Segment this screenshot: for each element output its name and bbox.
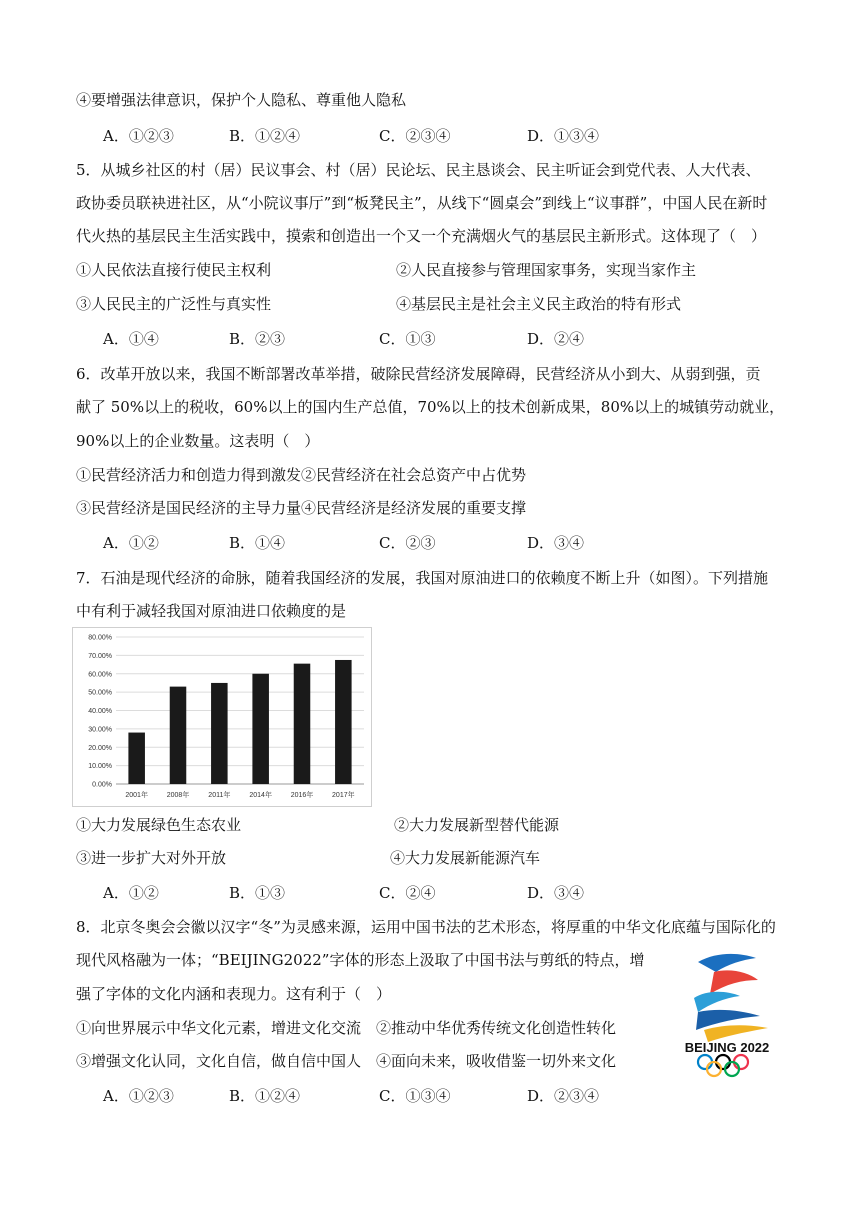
q7-option-d: D．③④ — [527, 884, 585, 902]
bar-2008年 — [170, 687, 187, 784]
q8-stem-line-3: 强了字体的文化内涵和表现力。这有利于（ ） — [76, 985, 392, 1003]
bar-2017年 — [335, 660, 352, 784]
x-tick-label: 2014年 — [249, 792, 272, 799]
bar-2014年 — [252, 674, 269, 784]
q5-option-a: A．①④ — [103, 330, 159, 348]
q5-statement-1: ①人民依法直接行使民主权利 — [76, 261, 272, 279]
bar-2016年 — [294, 664, 311, 784]
q8-statement-1: ①向世界展示中华文化元素，增进文化交流 — [76, 1019, 362, 1037]
q6-option-c: C．②③ — [379, 534, 436, 552]
q8-option-c: C．①③④ — [379, 1087, 451, 1105]
q5-option-d: D．②④ — [527, 330, 585, 348]
q8-statement-4: ④面向未来，吸收借鉴一切外来文化 — [376, 1052, 617, 1070]
q6-option-a: A．①② — [103, 534, 159, 552]
q7-statement-1: ①大力发展绿色生态农业 — [76, 816, 242, 834]
y-tick-label: 70.00% — [88, 652, 112, 660]
bar-2011年 — [211, 683, 228, 784]
q7-statement-3: ③进一步扩大对外开放 — [76, 849, 227, 867]
y-tick-label: 10.00% — [88, 763, 112, 771]
q6-option-d: D．③④ — [527, 534, 585, 552]
x-tick-label: 2001年 — [125, 792, 148, 799]
q6-option-b: B．①④ — [229, 534, 286, 552]
q8-option-a: A．①②③ — [103, 1087, 174, 1105]
q4-statement-4: ④要增强法律意识，保护个人隐私、尊重他人隐私 — [76, 91, 407, 109]
q5-option-c: C．①③ — [379, 330, 436, 348]
q8-option-b: B．①②④ — [229, 1087, 301, 1105]
oil-import-dependency-chart — [72, 627, 372, 807]
y-tick-label: 60.00% — [88, 671, 112, 679]
q7-statement-2: ②大力发展新型替代能源 — [394, 816, 560, 834]
emblem-wordmark: BEIJING 2022 — [684, 1040, 770, 1055]
q5-stem-line-1: 5．从城乡社区的村（居）民议事会、村（居）民论坛、民主恳谈会、民主听证会到党代表、人大代表、 — [76, 161, 761, 179]
q8-statement-2: ②推动中华优秀传统文化创造性转化 — [376, 1019, 617, 1037]
q7-statement-4: ④大力发展新能源汽车 — [390, 849, 541, 867]
y-tick-label: 50.00% — [88, 689, 112, 697]
y-tick-label: 80.00% — [88, 634, 112, 642]
q8-statement-3: ③增强文化认同，文化自信，做自信中国人 — [76, 1052, 362, 1070]
q8-stem-line-2: 现代风格融为一体；“BEIJING2022”字体的形态上汲取了中国书法与剪纸的特点，增 — [76, 951, 645, 969]
q5-stem-line-3: 代火热的基层民主生活实践中，摸索和创造出一个又一个充满烟火气的基层民主新形式。这体现了（ ） — [76, 227, 767, 245]
q5-stem-line-2: 政协委员联袂进社区，从“小院议事厅”到“板凳民主”，从线下“圆桌会”到线上“议事群”，中国人民在新时 — [76, 194, 768, 212]
q4-option-d: D．①③④ — [527, 127, 600, 145]
q7-option-a: A．①② — [103, 884, 159, 902]
y-tick-label: 30.00% — [88, 726, 112, 734]
q7-stem-line-2: 中有利于减轻我国对原油进口依赖度的是 — [76, 602, 347, 620]
y-tick-label: 0.00% — [92, 781, 112, 789]
y-tick-label: 20.00% — [88, 744, 112, 752]
q6-stem-line-3: 90%以上的企业数量。这表明（ ） — [76, 432, 320, 450]
q4-option-b: B．①②④ — [229, 127, 301, 145]
chart-y-tick-labels — [88, 635, 112, 789]
q7-option-c: C．②④ — [379, 884, 436, 902]
q7-option-b: B．①③ — [229, 884, 286, 902]
q6-statements-3-4: ③民营经济是国民经济的主导力量④民营经济是经济发展的重要支撑 — [76, 499, 527, 517]
q4-option-c: C．②③④ — [379, 127, 451, 145]
q6-statements-1-2: ①民营经济活力和创造力得到激发②民营经济在社会总资产中占优势 — [76, 466, 527, 484]
emblem-dong-character — [694, 954, 768, 1042]
x-tick-label: 2017年 — [332, 792, 355, 799]
y-tick-label: 40.00% — [88, 708, 112, 715]
x-tick-label: 2016年 — [290, 792, 314, 799]
q6-stem-line-1: 6．改革开放以来，我国不断部署改革举措，破除民营经济发展障碍，民营经济从小到大、从弱到强，贡 — [76, 365, 761, 383]
q7-stem-line-1: 7．石油是现代经济的命脉，随着我国经济的发展，我国对原油进口的依赖度不断上升（如图）。下列措施 — [76, 569, 769, 587]
q8-stem-line-1: 8．北京冬奥会会徽以汉字“冬”为灵感来源，运用中国书法的艺术形态，将厚重的中华文化底蕴与国际化的 — [76, 918, 776, 936]
q4-option-a: A．①②③ — [103, 127, 174, 145]
x-tick-label: 2011年 — [208, 792, 231, 799]
beijing-2022-emblem — [668, 950, 786, 1078]
q5-statement-3: ③人民民主的广泛性与真实性 — [76, 295, 272, 313]
q5-statement-4: ④基层民主是社会主义民主政治的特有形式 — [396, 295, 682, 313]
q5-option-b: B．②③ — [229, 330, 286, 348]
x-tick-label: 2008年 — [166, 792, 190, 799]
q5-statement-2: ②人民直接参与管理国家事务，实现当家作主 — [396, 261, 697, 279]
bar-2001年 — [128, 733, 145, 784]
q8-option-d: D．②③④ — [527, 1087, 600, 1105]
olympic-rings-icon — [698, 1055, 748, 1076]
q6-stem-line-2: 献了 50%以上的税收，60%以上的国内生产总值，70%以上的技术创新成果，80%以上的城镇劳动就业， — [76, 398, 785, 416]
